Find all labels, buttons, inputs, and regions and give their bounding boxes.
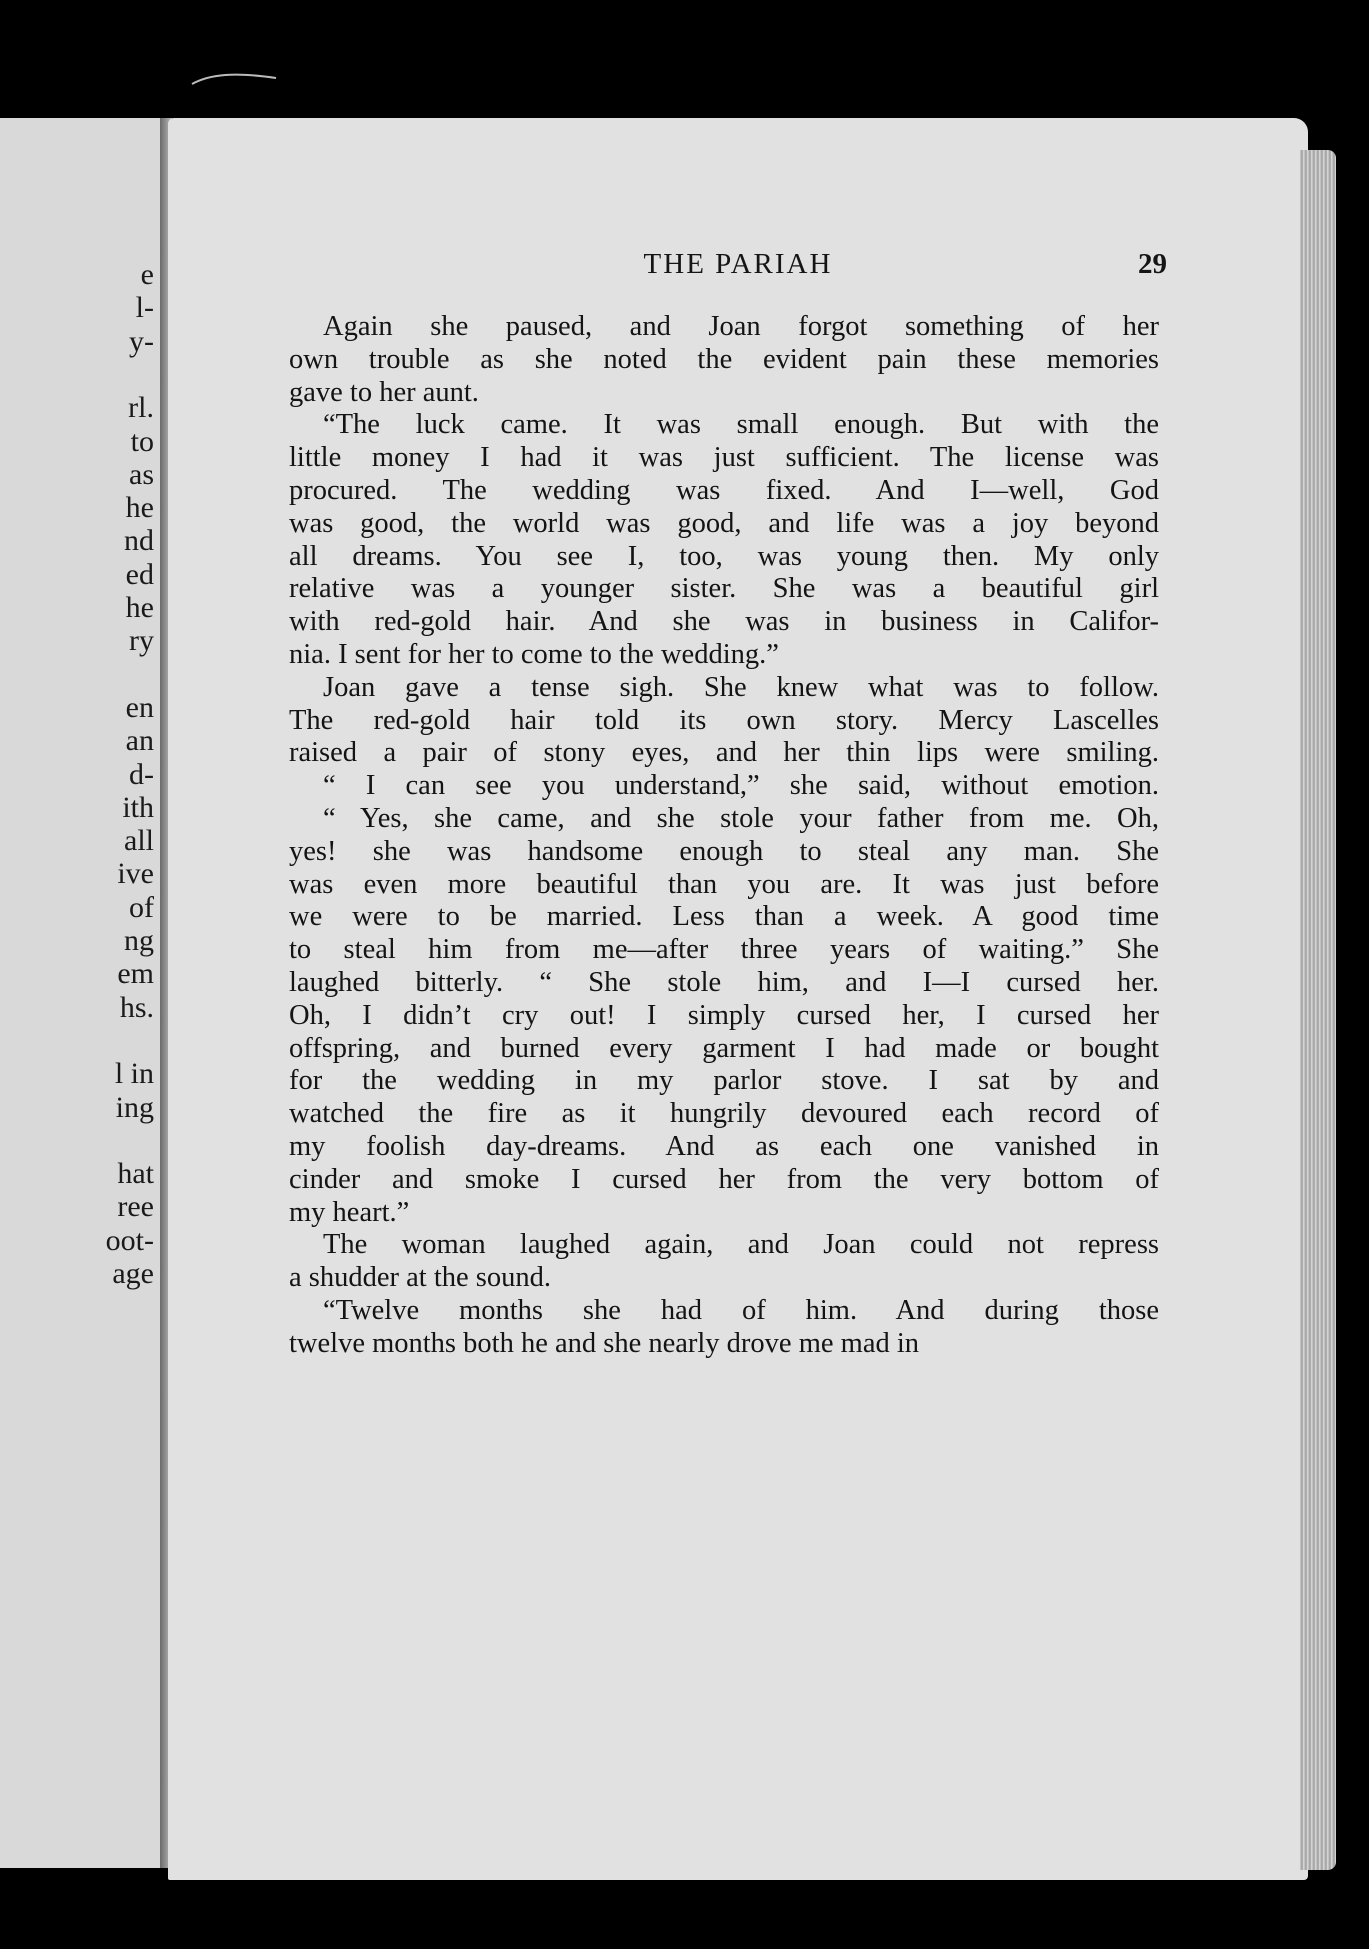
book-page	[168, 118, 1308, 1880]
left-page-fragment: d-	[129, 757, 154, 791]
text-line: we were to be married. Less than a week. A good time	[289, 901, 1159, 933]
left-page-fragment: y-	[129, 324, 154, 358]
text-line: offspring, and burned every garment I had made or bought	[289, 1032, 1159, 1064]
text-line: raised a pair of stony eyes, and her thin lips were smiling.	[289, 737, 1159, 769]
text-line: relative was a younger sister. She was a beautiful girl	[289, 573, 1159, 605]
text-line: “ I can see you understand,” she said, without emotion.	[323, 770, 1159, 802]
left-page-fragment: as	[129, 457, 154, 491]
left-page-fragment: l-	[135, 291, 154, 325]
page-number: 29	[1138, 248, 1167, 280]
text-line: little money I had it was just sufficient. The license was	[289, 442, 1159, 474]
text-line: to steal him from me—after three years of waiting.” She	[289, 934, 1159, 966]
text-line: “Twelve months she had of him. And during those	[323, 1294, 1159, 1326]
left-page-fragment: nd	[124, 524, 154, 558]
left-page-fragment: ed	[125, 557, 154, 591]
text-line: my foolish day-dreams. And as each one vanished in	[289, 1130, 1159, 1162]
left-page-fragment: l in	[114, 1057, 154, 1091]
left-page-fragment: ree	[117, 1190, 154, 1224]
text-line: nia. I sent for her to come to the wedding.”	[289, 638, 779, 670]
text-line: Joan gave a tense sigh. She knew what was to follow.	[323, 671, 1159, 703]
text-line: for the wedding in my parlor stove. I sat by and	[289, 1065, 1159, 1097]
left-page-fragment: all	[124, 824, 154, 858]
page-edges	[1300, 150, 1336, 1870]
text-line: my heart.”	[289, 1196, 410, 1228]
left-page-fragment: hat	[117, 1157, 154, 1191]
page-text	[289, 311, 1159, 1361]
left-page-fragment: ive	[117, 857, 154, 891]
left-page-fragment: ng	[124, 924, 154, 957]
text-line: “The luck came. It was small enough. But with the	[323, 409, 1159, 441]
text-line: yes! she was handsome enough to steal any man. She	[289, 835, 1159, 867]
pencil-mark	[190, 70, 280, 90]
left-page-fragment: an	[125, 724, 154, 758]
left-page-fragment: hs.	[119, 990, 154, 1024]
left-page-fragment: he	[125, 591, 154, 624]
left-page-fragment: ing	[115, 1090, 154, 1124]
text-line: laughed bitterly. “ She stole him, and I—I cursed her.	[289, 966, 1159, 998]
left-page-fragment: rl.	[128, 391, 154, 425]
text-line: gave to her aunt.	[289, 376, 479, 408]
text-line: was good, the world was good, and life was a joy beyond	[289, 507, 1159, 539]
text-line: cinder and smoke I cursed her from the very bottom of	[289, 1163, 1159, 1195]
text-line: with red-gold hair. And she was in business in Califor-	[289, 606, 1159, 638]
text-line: Oh, I didn’t cry out! I simply cursed her, I cursed her	[289, 999, 1159, 1031]
left-page-fragment: e	[140, 258, 154, 291]
text-line: procured. The wedding was fixed. And I—well, God	[289, 474, 1159, 506]
text-line: own trouble as she noted the evident pain these memories	[289, 343, 1159, 375]
running-head: THE PARIAH	[643, 248, 833, 280]
left-page-fragment: he	[125, 491, 154, 525]
text-line: The red-gold hair told its own story. Mercy Lascelles	[289, 704, 1159, 736]
text-line: all dreams. You see I, too, was young then. My only	[289, 540, 1159, 572]
text-line: twelve months both he and she nearly drove me mad in	[289, 1327, 920, 1359]
left-page-fragment: em	[117, 957, 154, 991]
text-line: “ Yes, she came, and she stole your father from me. Oh,	[323, 802, 1159, 834]
left-page-fragment: oot-	[105, 1223, 154, 1257]
left-page-fragment: to	[130, 424, 154, 458]
left-page-fragment: age	[112, 1257, 154, 1290]
facing-left-page	[0, 118, 163, 1868]
left-page-fragment: ith	[122, 790, 154, 824]
left-page-fragment: of	[129, 890, 154, 924]
text-line: watched the fire as it hungrily devoured each record of	[289, 1098, 1159, 1130]
left-page-fragment: en	[125, 690, 154, 724]
text-line: a shudder at the sound.	[289, 1262, 551, 1294]
text-line: was even more beautiful than you are. It was just before	[289, 868, 1159, 900]
text-line: Again she paused, and Joan forgot something of her	[323, 311, 1159, 342]
left-page-fragment: ry	[129, 624, 154, 658]
text-line: The woman laughed again, and Joan could not repress	[323, 1229, 1159, 1261]
